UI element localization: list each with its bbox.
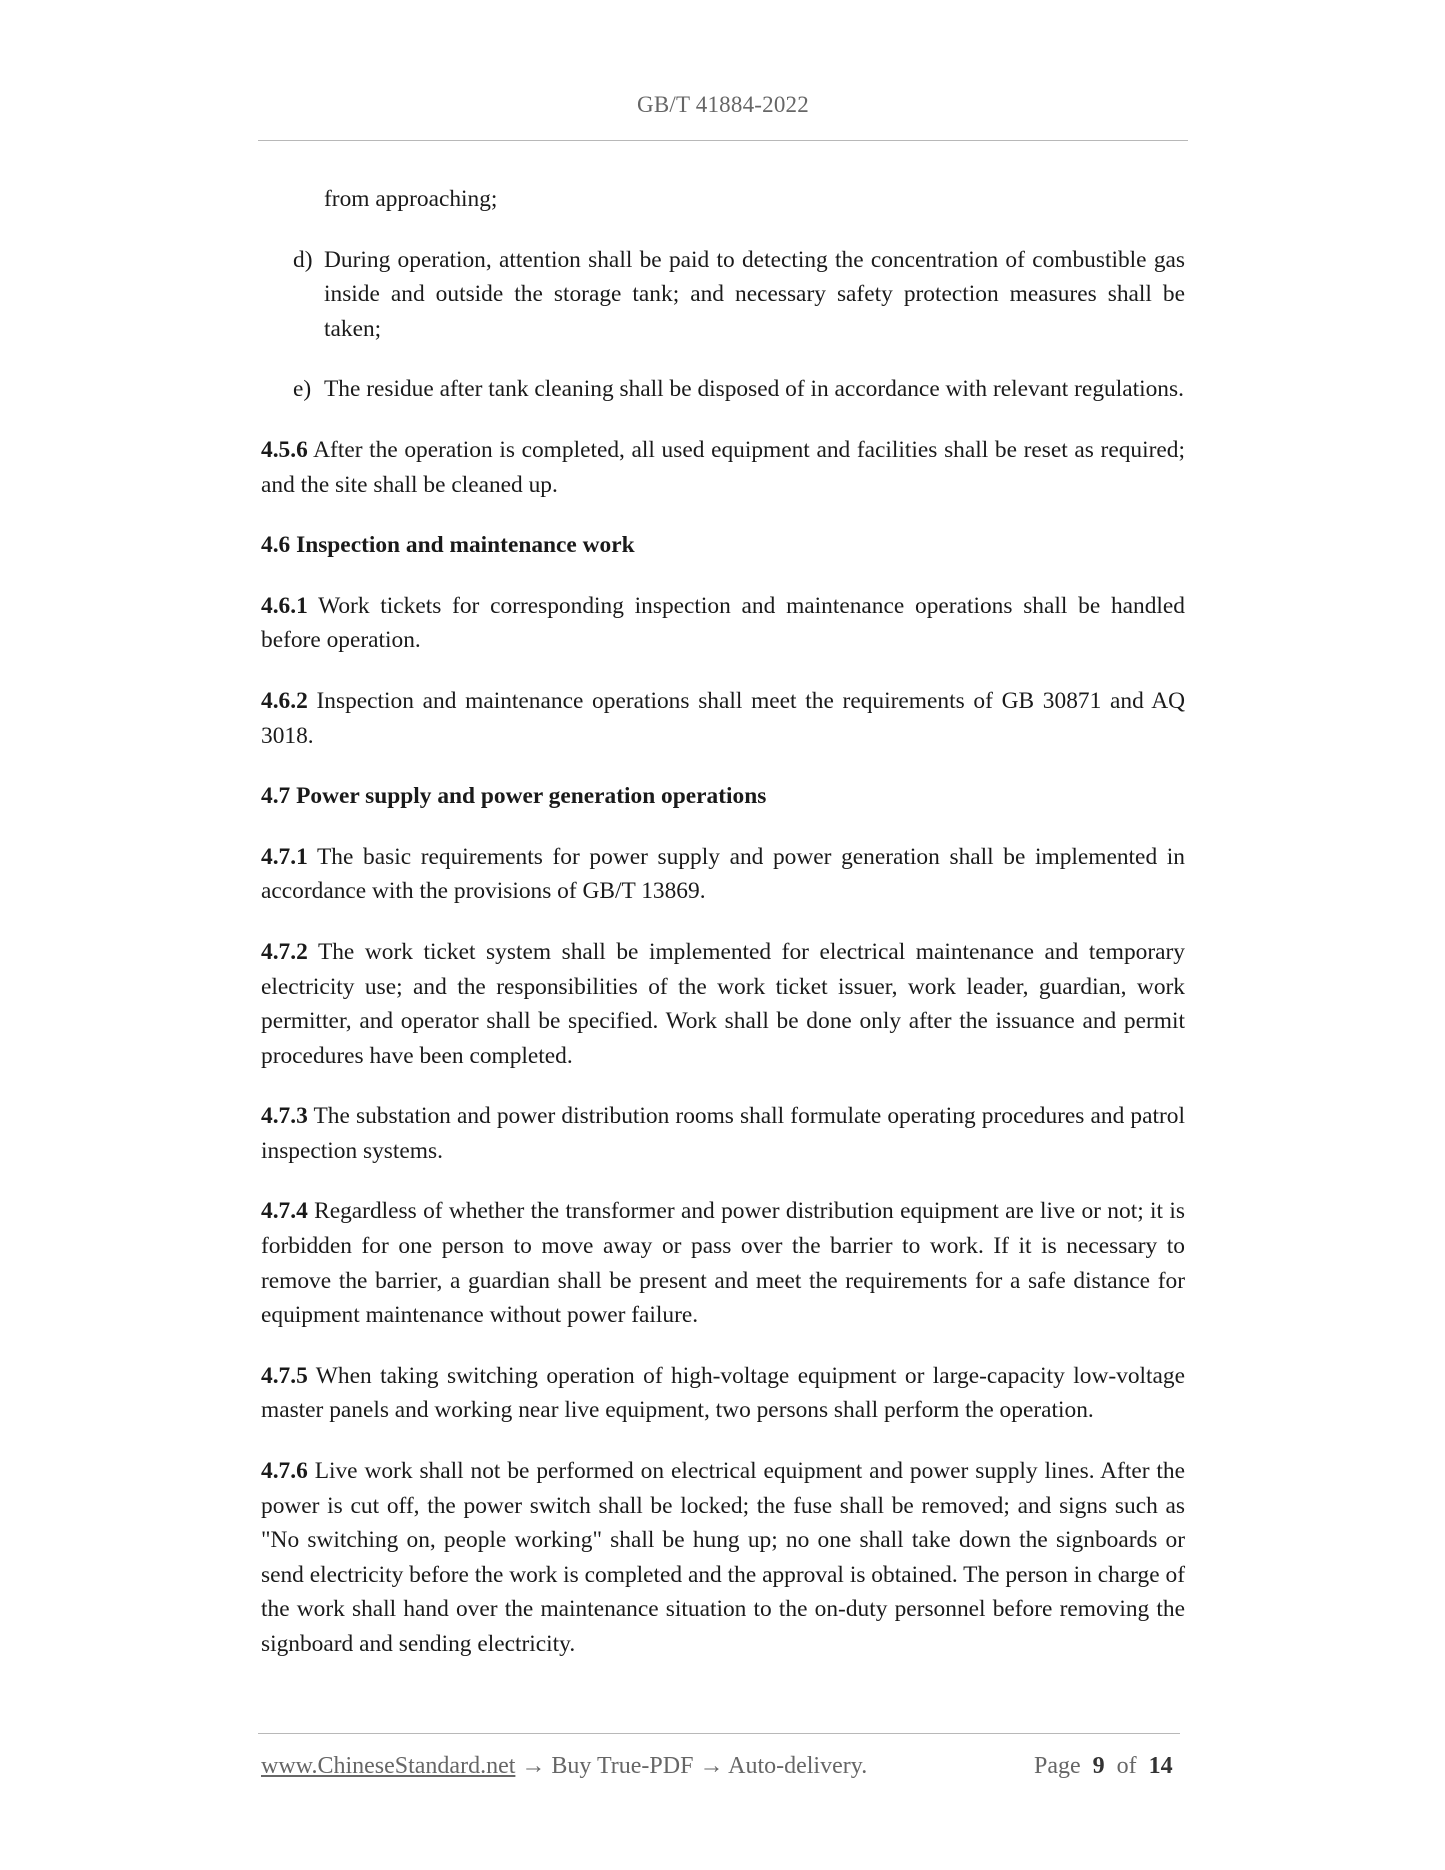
- clause-number: 4.7.4: [261, 1198, 308, 1225]
- header-divider: [258, 140, 1188, 141]
- current-page-number: 9: [1092, 1753, 1105, 1779]
- list-item-text: During operation, attention shall be paid to detecting the concentration of combustible gas inside and outside the storage tank; and necessary safety protection measures shall be taken;: [324, 246, 1185, 342]
- clause-number: 4.6.1: [261, 592, 308, 619]
- clause-text: The basic requirements for power supply and power generation shall be implemented in accordance with the provisions of GB/T 13869.: [261, 843, 1185, 905]
- list-item-text: The residue after tank cleaning shall be disposed of in accordance with relevant regulations.: [324, 376, 1184, 403]
- clause-4-6-2: [261, 684, 1185, 753]
- clause-number: 4.7.5: [261, 1362, 308, 1389]
- clause-4-7-2: [261, 935, 1185, 1073]
- clause-4-7-6: [261, 1454, 1185, 1662]
- document-id-header: GB/T 41884-2022: [637, 92, 809, 117]
- list-marker: d): [293, 246, 313, 273]
- clause-text: Live work shall not be performed on electrical equipment and power supply lines. After the power is cut off, the power switch shall be locked; the fuse shall be removed; and signs such as "No switching on, people working" shall be hung up; no one shall take down the signboards or send electricity before the work is completed and the approval is obtained. The person in charge of the work shall hand over the maintenance situation to the on-duty personnel before removing the signboard and sending electricity.: [261, 1458, 1185, 1657]
- clause-text: Regardless of whether the transformer and power distribution equipment are live or not; it is forbidden for one person to move away or pass over the barrier to work. If it is necessary to remove the barrier, a guardian shall be present and meet the requirements for a safe distance for equipment maintenance without power failure.: [261, 1198, 1185, 1329]
- section-heading-4-7: 4.7 Power supply and power generation operations: [261, 783, 767, 810]
- clause-number: 4.6.2: [261, 687, 308, 714]
- clause-text: Inspection and maintenance operations shall meet the requirements of GB 30871 and AQ 3018.: [261, 687, 1185, 749]
- clause-text: The work ticket system shall be implemented for electrical maintenance and temporary electricity use; and the responsibilities of the work ticket issuer, work leader, guardian, work permitter, and operator shall be specified. Work shall be done only after the issuance and permit procedures have been completed.: [261, 938, 1185, 1069]
- website-link[interactable]: www.ChineseStandard.net: [261, 1753, 516, 1779]
- clause-number: 4.7.6: [261, 1458, 308, 1485]
- clause-4-7-4: [261, 1194, 1185, 1332]
- clause-4-6-1: [261, 589, 1185, 658]
- clause-number: 4.7.2: [261, 938, 308, 965]
- total-page-count: 14: [1148, 1753, 1173, 1779]
- clause-4-7-3: [261, 1099, 1185, 1168]
- clause-text: Work tickets for corresponding inspection and maintenance operations shall be handled before operation.: [261, 592, 1185, 654]
- clause-4-7-5: [261, 1359, 1185, 1428]
- continued-line: from approaching;: [324, 186, 498, 212]
- list-item-d: [261, 243, 1185, 347]
- clause-number: 4.7.1: [261, 843, 308, 870]
- clause-text: The substation and power distribution rooms shall formulate operating procedures and patrol inspection systems.: [261, 1103, 1185, 1164]
- clause-text: When taking switching operation of high-voltage equipment or large-capacity low-voltage master panels and working near live equipment, two persons shall perform the operation.: [261, 1362, 1185, 1424]
- page-label: Page: [1034, 1753, 1081, 1779]
- list-marker: e): [293, 376, 312, 403]
- page-body: [261, 182, 1185, 1688]
- promo-text: → Buy True-PDF → Auto-delivery.: [515, 1753, 868, 1779]
- section-heading-4-6: 4.6 Inspection and maintenance work: [261, 532, 635, 559]
- footer-divider: [258, 1733, 1180, 1734]
- clause-4-7-1: [261, 840, 1185, 909]
- clause-text: After the operation is completed, all used equipment and facilities shall be reset as required; and the site shall be cleaned up.: [261, 436, 1185, 498]
- footer-promo: [261, 1753, 867, 1780]
- clause-4-5-6: [261, 433, 1185, 502]
- page-indicator: [1034, 1753, 1173, 1780]
- list-item-e: [261, 372, 1185, 407]
- clause-number: 4.7.3: [261, 1103, 308, 1130]
- clause-number: 4.5.6: [261, 436, 308, 463]
- of-label: of: [1116, 1753, 1137, 1779]
